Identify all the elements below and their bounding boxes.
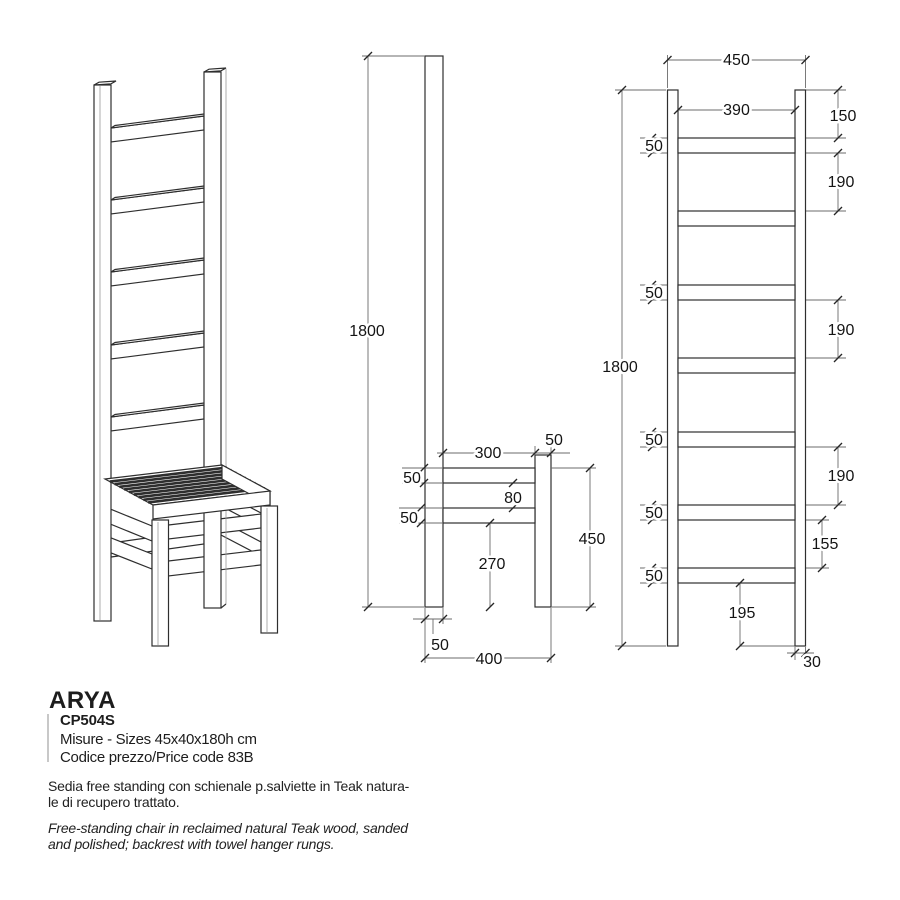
description-english-line2: and polished; backrest with towel hanger rungs. — [48, 836, 335, 852]
description-italian-line1: Sedia free standing con schienale p.salviette in Teak natura- — [48, 778, 410, 794]
dim-label-stretcher-floor: 270 — [478, 556, 506, 573]
product-sizes: Misure - Sizes 45x40x180h cm — [60, 731, 257, 748]
dim-label-rung-thickness-2: 50 — [645, 285, 663, 302]
side-apron — [443, 468, 535, 483]
front-right-post — [795, 90, 806, 646]
description-italian — [48, 778, 409, 810]
dim-label-apron-height: 50 — [403, 470, 421, 487]
dim-label-front-total-height: 1800 — [602, 359, 638, 376]
dim-label-rung-thickness-4: 50 — [645, 505, 663, 522]
dim-label-side-total-height: 1800 — [349, 323, 385, 340]
dim-label-rung-thickness-3: 50 — [645, 432, 663, 449]
description-english-line1: Free-standing chair in reclaimed natural Teak wood, sanded — [48, 820, 408, 836]
dim-label-lower-rung-gap: 155 — [811, 536, 839, 553]
side-back-post — [425, 56, 443, 607]
side-stretcher — [443, 508, 535, 523]
dim-label-bottom-gap: 195 — [728, 605, 756, 622]
front-view — [602, 52, 856, 671]
dim-label-rung-gap-3: 190 — [827, 468, 855, 485]
dim-label-total-width: 450 — [723, 52, 750, 69]
dim-label-rail-gap: 80 — [504, 490, 522, 507]
dim-label-post-width: 30 — [803, 654, 821, 671]
backrest-rungs — [111, 114, 208, 432]
dim-label-inner-width: 390 — [723, 102, 750, 119]
description-english — [48, 820, 408, 852]
dim-label-seat-depth: 300 — [474, 445, 502, 462]
product-name: ARYA — [49, 687, 116, 714]
product-price-code: Codice prezzo/Price code 83B — [60, 749, 254, 766]
dim-label-seat-height: 450 — [578, 531, 606, 548]
ladder-structure — [668, 90, 806, 646]
product-code: CP504S — [60, 712, 115, 729]
dim-label-rung-thickness-5: 50 — [645, 568, 663, 585]
dim-label-top-offset: 150 — [829, 108, 857, 125]
description-italian-line2: le di recupero trattato. — [48, 794, 180, 810]
dim-label-rung-gap-1: 190 — [827, 174, 855, 191]
accent-bar — [47, 714, 49, 762]
dim-label-rung-thickness-1: 50 — [645, 138, 663, 155]
dim-label-back-post-depth: 50 — [431, 637, 449, 654]
side-view — [349, 52, 605, 668]
side-front-leg — [535, 455, 551, 607]
front-left-post — [668, 90, 679, 646]
dim-label-rung-gap-2: 190 — [827, 322, 855, 339]
isometric-view — [94, 68, 278, 646]
dim-label-front-leg-width: 50 — [545, 432, 563, 449]
dim-label-stretcher-height: 50 — [400, 510, 418, 527]
dim-label-total-depth: 400 — [475, 651, 503, 668]
